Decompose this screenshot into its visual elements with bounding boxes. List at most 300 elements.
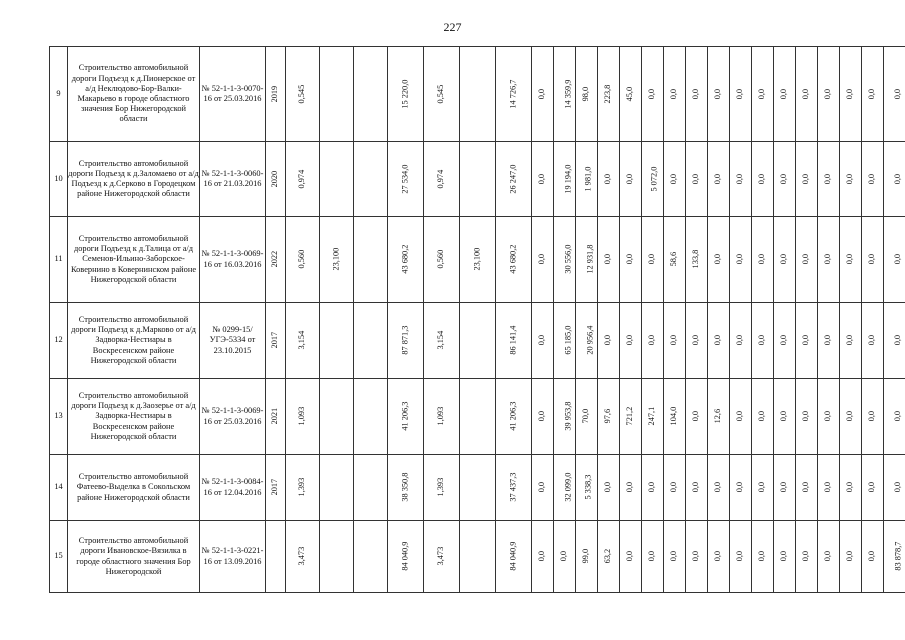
cell-value: 38 350,8 xyxy=(400,472,410,503)
cell-value: 0,0 xyxy=(691,173,701,185)
value-cell xyxy=(286,455,320,521)
cell-value: 0,0 xyxy=(713,551,723,562)
value-cell xyxy=(664,47,686,142)
value-cell xyxy=(576,47,598,142)
value-cell xyxy=(862,379,884,455)
cell-value: 0,0 xyxy=(801,88,811,100)
value-cell xyxy=(266,47,286,142)
value-cell xyxy=(884,379,905,455)
row-number: 10 xyxy=(50,142,68,217)
value-cell xyxy=(388,379,424,455)
cell-value: 26 247,0 xyxy=(508,164,518,194)
cell-value: 0,0 xyxy=(757,411,767,422)
expertise-number: № 52-1-1-3-0069-16 от 25.03.2016 xyxy=(200,379,266,455)
cell-value: 1,393 xyxy=(297,478,307,497)
cell-value: 19 194,0 xyxy=(563,164,573,194)
cell-value: 0,0 xyxy=(691,335,701,346)
object-name: Строительство автомобильной дороги Подъезд к д.Талица от а/д Семенов-Ильино-Заборское-Ковернино в Ковернинском районе Нижегородской области xyxy=(68,217,200,303)
value-cell xyxy=(354,47,388,142)
value-cell xyxy=(708,142,730,217)
value-cell xyxy=(286,217,320,303)
cell-value: 3,473 xyxy=(297,547,307,566)
value-cell xyxy=(598,47,620,142)
cell-value: 0,0 xyxy=(823,88,833,100)
value-cell xyxy=(730,303,752,379)
cell-value: 0,0 xyxy=(893,254,903,265)
value-cell xyxy=(266,521,286,593)
cell-value: 45,0 xyxy=(625,86,635,102)
cell-value: 0,0 xyxy=(845,173,855,185)
cell-value: 15 220,0 xyxy=(400,79,410,109)
value-cell xyxy=(286,142,320,217)
cell-value: 0,0 xyxy=(823,254,833,265)
cell-value: 0,0 xyxy=(603,335,613,346)
value-cell xyxy=(424,47,460,142)
table-row xyxy=(50,303,905,379)
value-cell xyxy=(796,303,818,379)
expertise-number: № 52-1-1-3-0221-16 от 13.09.2016 xyxy=(200,521,266,593)
cell-value: 0,0 xyxy=(757,88,767,100)
value-cell xyxy=(752,455,774,521)
value-cell xyxy=(496,379,532,455)
cell-value: 1,393 xyxy=(436,478,446,497)
value-cell xyxy=(532,142,554,217)
cell-value: 0,0 xyxy=(893,411,903,422)
value-cell xyxy=(354,455,388,521)
cell-value: 0,0 xyxy=(893,88,903,100)
value-cell xyxy=(686,379,708,455)
value-cell xyxy=(576,379,598,455)
value-cell xyxy=(686,47,708,142)
value-cell xyxy=(840,455,862,521)
object-name: Строительство автомобильной дороги Подъезд к д.Заозерье от а/д Задворка-Нестиары в Воскресенском районе Нижегородской области xyxy=(68,379,200,455)
cell-value: 2017 xyxy=(270,332,280,349)
value-cell xyxy=(752,217,774,303)
value-cell xyxy=(388,521,424,593)
value-cell xyxy=(388,303,424,379)
cell-value: 0,0 xyxy=(893,173,903,185)
value-cell xyxy=(320,455,354,521)
value-cell xyxy=(840,47,862,142)
cell-value: 0,0 xyxy=(801,551,811,562)
cell-value: 14 359,9 xyxy=(563,79,573,109)
cell-value: 5 338,3 xyxy=(583,475,593,500)
cell-value: 0,0 xyxy=(735,551,745,562)
object-name: Строительство автомобильной дороги Подъезд к д.Пионерское от а/д Неклюдово-Бор-Валки-Макарьево в городе областного значения Бор Нижегородской области xyxy=(68,47,200,142)
cell-value: 0,545 xyxy=(297,84,307,104)
value-cell xyxy=(686,521,708,593)
cell-value: 0,0 xyxy=(735,88,745,100)
value-cell xyxy=(424,455,460,521)
cell-value: 0,0 xyxy=(779,173,789,185)
value-cell xyxy=(554,142,576,217)
value-cell xyxy=(620,142,642,217)
cell-value: 63,2 xyxy=(603,549,613,564)
value-cell xyxy=(730,455,752,521)
cell-value: 0,0 xyxy=(757,173,767,185)
cell-value: 0,0 xyxy=(647,335,657,346)
cell-value: 0,0 xyxy=(691,482,701,493)
cell-value: 0,0 xyxy=(735,411,745,422)
cell-value: 0,0 xyxy=(823,482,833,493)
value-cell xyxy=(496,303,532,379)
cell-value: 0,0 xyxy=(845,335,855,346)
expertise-number: № 52-1-1-3-0069-16 от 16.03.2016 xyxy=(200,217,266,303)
cell-value: 0,0 xyxy=(823,173,833,185)
cell-value: 2021 xyxy=(270,408,280,425)
cell-value: 0,0 xyxy=(603,254,613,265)
value-cell xyxy=(354,142,388,217)
cell-value: 37 437,3 xyxy=(508,472,518,503)
value-cell xyxy=(388,47,424,142)
cell-value: 0,974 xyxy=(436,169,446,189)
value-cell xyxy=(320,303,354,379)
cell-value: 3,154 xyxy=(297,331,307,350)
object-table xyxy=(49,46,905,593)
cell-value: 70,0 xyxy=(581,409,591,424)
cell-value: 58,6 xyxy=(669,252,679,267)
value-cell xyxy=(496,521,532,593)
value-cell xyxy=(554,217,576,303)
value-cell xyxy=(388,142,424,217)
cell-value: 87 871,3 xyxy=(400,325,410,356)
cell-value: 0,0 xyxy=(779,88,789,100)
value-cell xyxy=(388,217,424,303)
cell-value: 99,0 xyxy=(581,549,591,564)
value-cell xyxy=(598,455,620,521)
value-cell xyxy=(818,47,840,142)
value-cell xyxy=(862,47,884,142)
value-cell xyxy=(862,521,884,593)
cell-value: 0,0 xyxy=(893,482,903,493)
value-cell xyxy=(554,521,576,593)
cell-value: 0,0 xyxy=(801,254,811,265)
cell-value: 0,0 xyxy=(537,411,547,422)
cell-value: 0,0 xyxy=(867,254,877,265)
cell-value: 0,0 xyxy=(537,254,547,265)
value-cell xyxy=(576,142,598,217)
cell-value: 0,0 xyxy=(669,335,679,346)
value-cell xyxy=(708,217,730,303)
value-cell xyxy=(664,217,686,303)
value-cell xyxy=(884,521,905,593)
value-cell xyxy=(774,217,796,303)
cell-value: 0,0 xyxy=(867,551,877,562)
value-cell xyxy=(862,455,884,521)
value-cell xyxy=(730,47,752,142)
cell-value: 0,0 xyxy=(735,254,745,265)
cell-value: 104,0 xyxy=(669,407,679,426)
cell-value: 32 099,0 xyxy=(563,472,573,503)
value-cell xyxy=(496,455,532,521)
value-cell xyxy=(708,303,730,379)
value-cell xyxy=(862,142,884,217)
value-cell xyxy=(730,379,752,455)
cell-value: 0,0 xyxy=(867,482,877,493)
value-cell xyxy=(320,142,354,217)
value-cell xyxy=(708,47,730,142)
cell-value: 39 953,8 xyxy=(563,401,573,432)
value-cell xyxy=(598,379,620,455)
cell-value: 0,0 xyxy=(779,411,789,422)
cell-value: 0,0 xyxy=(625,335,635,346)
value-cell xyxy=(840,142,862,217)
value-cell xyxy=(664,521,686,593)
value-cell xyxy=(496,47,532,142)
cell-value: 14 726,7 xyxy=(508,79,518,109)
value-cell xyxy=(266,142,286,217)
cell-value: 83 878,7 xyxy=(893,541,903,572)
value-cell xyxy=(818,521,840,593)
value-cell xyxy=(774,379,796,455)
page-number: 227 xyxy=(443,20,462,34)
value-cell xyxy=(708,521,730,593)
row-number: 11 xyxy=(50,217,68,303)
cell-value: 0,0 xyxy=(537,482,547,493)
cell-value: 0,0 xyxy=(537,551,547,562)
cell-value: 0,0 xyxy=(537,173,547,185)
cell-value: 0,0 xyxy=(559,551,569,562)
value-cell xyxy=(554,47,576,142)
cell-value: 23,100 xyxy=(331,248,341,271)
value-cell xyxy=(620,47,642,142)
value-cell xyxy=(752,47,774,142)
table-row xyxy=(50,455,905,521)
value-cell xyxy=(620,379,642,455)
value-cell xyxy=(818,379,840,455)
value-cell xyxy=(862,303,884,379)
cell-value: 0,0 xyxy=(537,335,547,346)
cell-value: 0,0 xyxy=(713,482,723,493)
cell-value: 0,0 xyxy=(757,551,767,562)
value-cell xyxy=(320,521,354,593)
value-cell xyxy=(460,379,496,455)
cell-value: 0,0 xyxy=(669,482,679,493)
value-cell xyxy=(620,217,642,303)
value-cell xyxy=(424,303,460,379)
cell-value: 0,0 xyxy=(779,482,789,493)
value-cell xyxy=(576,303,598,379)
value-cell xyxy=(266,303,286,379)
cell-value: 0,0 xyxy=(779,335,789,346)
cell-value: 0,0 xyxy=(735,173,745,185)
value-cell xyxy=(774,303,796,379)
cell-value: 2022 xyxy=(270,251,280,268)
value-cell xyxy=(642,142,664,217)
value-cell xyxy=(286,521,320,593)
cell-value: 97,6 xyxy=(603,409,613,424)
cell-value: 0,0 xyxy=(867,88,877,100)
value-cell xyxy=(752,379,774,455)
value-cell xyxy=(774,521,796,593)
cell-value: 0,0 xyxy=(713,335,723,346)
value-cell xyxy=(286,47,320,142)
cell-value: 0,0 xyxy=(647,254,657,265)
cell-value: 2020 xyxy=(270,170,280,188)
value-cell xyxy=(424,142,460,217)
cell-value: 0,0 xyxy=(801,482,811,493)
object-name: Строительство автомобильной Фатеево-Выделка в Сокольском районе Нижегородской области xyxy=(68,455,200,521)
cell-value: 84 040,9 xyxy=(508,541,518,572)
table-row xyxy=(50,47,905,142)
cell-value: 23,100 xyxy=(472,248,482,271)
cell-value: 0,0 xyxy=(779,254,789,265)
cell-value: 43 680,2 xyxy=(508,244,518,275)
table-row xyxy=(50,217,905,303)
value-cell xyxy=(424,521,460,593)
value-cell xyxy=(620,521,642,593)
value-cell xyxy=(460,142,496,217)
value-cell xyxy=(460,217,496,303)
row-number: 14 xyxy=(50,455,68,521)
cell-value: 0,0 xyxy=(537,88,547,100)
value-cell xyxy=(686,142,708,217)
cell-value: 0,560 xyxy=(297,250,307,269)
value-cell xyxy=(840,217,862,303)
cell-value: 223,8 xyxy=(603,84,613,104)
value-cell xyxy=(576,217,598,303)
value-cell xyxy=(884,47,905,142)
table-row xyxy=(50,142,905,217)
value-cell xyxy=(620,455,642,521)
value-cell xyxy=(266,379,286,455)
cell-value: 0,0 xyxy=(691,411,701,422)
cell-value: 41 206,3 xyxy=(400,401,410,432)
value-cell xyxy=(554,455,576,521)
value-cell xyxy=(884,217,905,303)
value-cell xyxy=(598,142,620,217)
cell-value: 0,0 xyxy=(823,335,833,346)
cell-value: 0,974 xyxy=(297,169,307,189)
cell-value: 0,0 xyxy=(823,551,833,562)
cell-value: 5 072,0 xyxy=(649,166,659,192)
value-cell xyxy=(818,303,840,379)
value-cell xyxy=(818,217,840,303)
value-cell xyxy=(320,217,354,303)
object-name: Строительство автомобильной дороги Ивановское-Вязилка в городе областного значения Бор Нижегородской xyxy=(68,521,200,593)
cell-value: 0,0 xyxy=(603,482,613,493)
cell-value: 0,0 xyxy=(801,173,811,185)
value-cell xyxy=(424,379,460,455)
cell-value: 30 556,0 xyxy=(563,244,573,275)
cell-value: 0,0 xyxy=(603,173,613,185)
value-cell xyxy=(532,217,554,303)
value-cell xyxy=(796,142,818,217)
value-cell xyxy=(664,142,686,217)
value-cell xyxy=(598,217,620,303)
cell-value: 84 040,9 xyxy=(400,541,410,572)
cell-value: 0,0 xyxy=(845,482,855,493)
value-cell xyxy=(642,521,664,593)
cell-value: 12 931,8 xyxy=(585,244,595,275)
cell-value: 3,473 xyxy=(436,547,446,566)
value-cell xyxy=(642,455,664,521)
cell-value: 0,0 xyxy=(625,173,635,185)
value-cell xyxy=(664,455,686,521)
cell-value: 27 534,0 xyxy=(400,164,410,194)
value-cell xyxy=(796,47,818,142)
cell-value: 133,8 xyxy=(691,250,701,269)
value-cell xyxy=(708,379,730,455)
cell-value: 0,0 xyxy=(735,482,745,493)
value-cell xyxy=(532,47,554,142)
cell-value: 1,093 xyxy=(297,407,307,426)
value-cell xyxy=(840,379,862,455)
value-cell xyxy=(554,303,576,379)
value-cell xyxy=(320,47,354,142)
value-cell xyxy=(818,142,840,217)
cell-value: 43 680,2 xyxy=(400,244,410,275)
value-cell xyxy=(554,379,576,455)
cell-value: 0,0 xyxy=(625,254,635,265)
value-cell xyxy=(286,303,320,379)
value-cell xyxy=(620,303,642,379)
value-cell xyxy=(730,142,752,217)
value-cell xyxy=(286,379,320,455)
value-cell xyxy=(388,455,424,521)
value-cell xyxy=(354,379,388,455)
value-cell xyxy=(752,521,774,593)
cell-value: 41 206,3 xyxy=(508,401,518,432)
cell-value: 0,0 xyxy=(757,254,767,265)
value-cell xyxy=(320,379,354,455)
cell-value: 0,0 xyxy=(669,173,679,185)
value-cell xyxy=(686,217,708,303)
cell-value: 12,6 xyxy=(713,409,723,424)
cell-value: 0,0 xyxy=(625,482,635,493)
object-name: Строительство автомобильной дороги Подъезд к д.Заломаево от а/д Подъезд к д.Серково в Городецком районе Нижегородской области xyxy=(68,142,200,217)
cell-value: 0,0 xyxy=(823,411,833,422)
value-cell xyxy=(460,303,496,379)
cell-value: 0,0 xyxy=(669,88,679,100)
cell-value: 0,0 xyxy=(779,551,789,562)
expertise-number: № 52-1-1-3-0060-16 от 21.03.2016 xyxy=(200,142,266,217)
value-cell xyxy=(266,455,286,521)
value-cell xyxy=(664,379,686,455)
value-cell xyxy=(266,217,286,303)
value-cell xyxy=(730,217,752,303)
value-cell xyxy=(818,455,840,521)
cell-value: 0,0 xyxy=(713,88,723,100)
value-cell xyxy=(598,303,620,379)
object-name: Строительство автомобильной дороги Подъезд к д.Марково от а/д Задворка-Нестиары в Воскресенском районе Нижегородской области xyxy=(68,303,200,379)
value-cell xyxy=(796,217,818,303)
value-cell xyxy=(532,379,554,455)
cell-value: 20 956,4 xyxy=(585,325,595,356)
expertise-number: № 0299-15/УГЭ-5334 от 23.10.2015 xyxy=(200,303,266,379)
cell-value: 721,2 xyxy=(625,407,635,426)
row-number: 13 xyxy=(50,379,68,455)
value-cell xyxy=(532,455,554,521)
value-cell xyxy=(642,303,664,379)
cell-value: 65 185,0 xyxy=(563,325,573,356)
cell-value: 0,0 xyxy=(867,411,877,422)
value-cell xyxy=(496,142,532,217)
cell-value: 0,0 xyxy=(845,254,855,265)
value-cell xyxy=(642,379,664,455)
table-row xyxy=(50,379,905,455)
value-cell xyxy=(884,142,905,217)
value-cell xyxy=(354,303,388,379)
value-cell xyxy=(796,521,818,593)
value-cell xyxy=(642,47,664,142)
expertise-number: № 52-1-1-3-0070-16 от 25.03.2016 xyxy=(200,47,266,142)
expertise-number: № 52-1-1-3-0084-16 от 12.04.2016 xyxy=(200,455,266,521)
value-cell xyxy=(884,303,905,379)
row-number: 15 xyxy=(50,521,68,593)
cell-value: 0,0 xyxy=(691,551,701,562)
cell-value: 0,0 xyxy=(757,482,767,493)
